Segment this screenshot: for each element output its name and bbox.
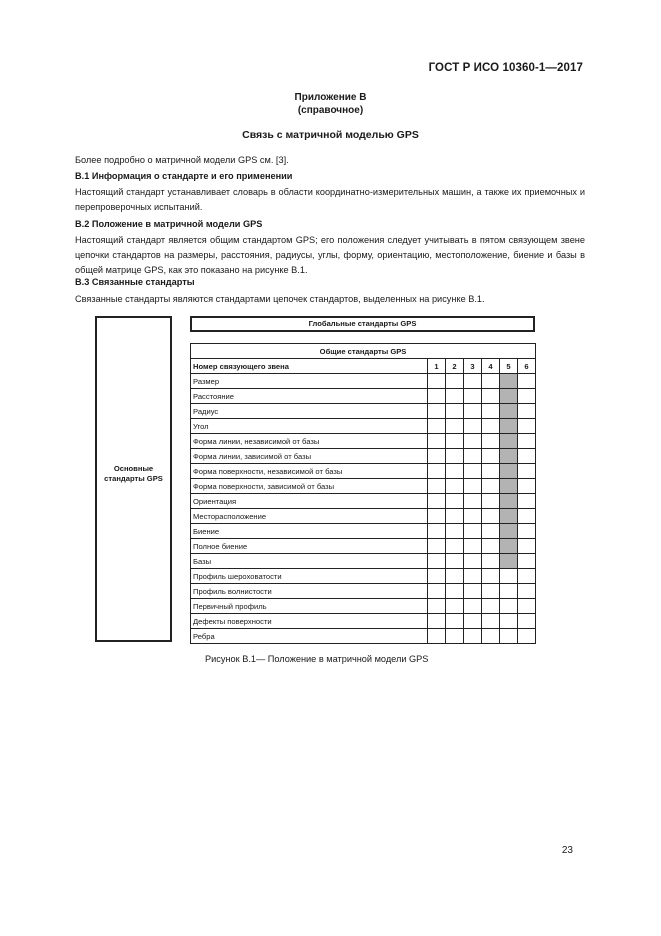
matrix-cell — [464, 629, 482, 644]
matrix-row-label: Форма линии, зависимой от базы — [191, 449, 428, 464]
link-number-cell: 3 — [464, 359, 482, 374]
matrix-row-label: Размер — [191, 374, 428, 389]
matrix-row — [191, 509, 536, 524]
matrix-row-label: Форма линии, независимой от базы — [191, 434, 428, 449]
matrix-cell — [446, 494, 464, 509]
matrix-cell — [518, 479, 536, 494]
matrix-cell — [500, 569, 518, 584]
matrix-cell-highlighted — [500, 419, 518, 434]
matrix-cell — [518, 434, 536, 449]
link-number-cell: 4 — [482, 359, 500, 374]
intro-paragraph: Более подробно о матричной модели GPS см. [3]. — [75, 155, 289, 165]
figure-caption: Рисунок В.1— Положение в матричной модели GPS — [205, 654, 429, 664]
matrix-cell-highlighted — [500, 389, 518, 404]
section-text-b3: Связанные стандарты являются стандартами цепочек стандартов, выделенных на рисунке В.1. — [75, 294, 485, 304]
general-standards-title: Общие стандарты GPS — [191, 344, 536, 359]
matrix-cell — [464, 569, 482, 584]
matrix-cell-highlighted — [500, 509, 518, 524]
matrix-row — [191, 389, 536, 404]
matrix-row — [191, 419, 536, 434]
matrix-row — [191, 464, 536, 479]
section-heading-b1: В.1 Информация о стандарте и его применении — [75, 171, 293, 181]
matrix-cell — [482, 614, 500, 629]
matrix-cell — [482, 494, 500, 509]
matrix-row-label: Расстояние — [191, 389, 428, 404]
matrix-row — [191, 404, 536, 419]
matrix-cell — [464, 614, 482, 629]
matrix-cell — [500, 629, 518, 644]
matrix-row — [191, 569, 536, 584]
matrix-cell — [446, 539, 464, 554]
matrix-cell — [482, 434, 500, 449]
matrix-cell — [428, 509, 446, 524]
appendix-heading: Связь с матричной моделью GPS — [242, 129, 419, 141]
matrix-row — [191, 374, 536, 389]
matrix-row — [191, 479, 536, 494]
matrix-row — [191, 524, 536, 539]
matrix-cell — [518, 509, 536, 524]
matrix-cell — [446, 464, 464, 479]
general-standards-row — [191, 344, 536, 359]
matrix-row — [191, 539, 536, 554]
matrix-cell — [482, 404, 500, 419]
matrix-cell — [464, 404, 482, 419]
matrix-cell — [446, 584, 464, 599]
matrix-cell-highlighted — [500, 554, 518, 569]
link-header-row — [191, 359, 536, 374]
link-number-cell: 5 — [500, 359, 518, 374]
link-number-cell: 2 — [446, 359, 464, 374]
matrix-cell — [464, 374, 482, 389]
matrix-cell — [428, 539, 446, 554]
matrix-cell — [518, 629, 536, 644]
matrix-cell — [428, 584, 446, 599]
matrix-cell — [428, 554, 446, 569]
matrix-cell — [464, 524, 482, 539]
matrix-cell — [464, 434, 482, 449]
matrix-cell — [518, 374, 536, 389]
matrix-cell — [446, 524, 464, 539]
matrix-cell — [482, 629, 500, 644]
matrix-cell — [464, 509, 482, 524]
matrix-row — [191, 614, 536, 629]
matrix-cell — [446, 374, 464, 389]
matrix-cell — [482, 464, 500, 479]
section-text-b2: Настоящий стандарт является общим стандартом GPS; его положения следует учитывать в пятом связующем звене цепочки стандартов на размеры, расстояния, радиусы, углы, форму, ориентацию, местоположение, биение и базы в общей матрице GPS, как это показано на рисунке В.1. — [75, 235, 585, 275]
matrix-cell — [464, 599, 482, 614]
matrix-cell — [518, 419, 536, 434]
page-number: 23 — [561, 845, 573, 856]
section-heading-b3: В.3 Связанные стандарты — [75, 277, 195, 287]
matrix-cell — [446, 449, 464, 464]
matrix-cell — [428, 614, 446, 629]
matrix-cell — [428, 494, 446, 509]
matrix-cell — [464, 584, 482, 599]
link-number-cell: 1 — [428, 359, 446, 374]
matrix-row-label: Месторасположение — [191, 509, 428, 524]
appendix-subtitle: (справочное) — [297, 105, 364, 116]
matrix-cell-highlighted — [500, 374, 518, 389]
matrix-cell — [446, 554, 464, 569]
matrix-row-label: Базы — [191, 554, 428, 569]
matrix-cell — [482, 569, 500, 584]
matrix-row-label: Биение — [191, 524, 428, 539]
matrix-cell — [428, 464, 446, 479]
matrix-cell — [428, 449, 446, 464]
matrix-cell — [518, 389, 536, 404]
section-heading-b2: В.2 Положение в матричной модели GPS — [75, 219, 263, 229]
matrix-cell — [518, 584, 536, 599]
matrix-cell — [518, 599, 536, 614]
matrix-cell — [446, 479, 464, 494]
matrix-cell — [464, 479, 482, 494]
matrix-cell — [446, 404, 464, 419]
matrix-cell — [500, 599, 518, 614]
matrix-cell — [446, 629, 464, 644]
matrix-cell-highlighted — [500, 524, 518, 539]
matrix-cell-highlighted — [500, 449, 518, 464]
matrix-cell — [464, 494, 482, 509]
matrix-cell — [482, 509, 500, 524]
matrix-cell — [446, 599, 464, 614]
matrix-cell — [428, 599, 446, 614]
matrix-cell — [446, 434, 464, 449]
matrix-cell — [518, 464, 536, 479]
matrix-cell-highlighted — [500, 404, 518, 419]
section-text-b1: Настоящий стандарт устанавливает словарь в области координатно-измерительных машин, а также их приемочных и перепроверочных испытаний. — [75, 187, 585, 212]
matrix-cell — [482, 374, 500, 389]
matrix-cell — [518, 449, 536, 464]
matrix-cell — [518, 524, 536, 539]
matrix-cell — [518, 404, 536, 419]
matrix-cell — [482, 419, 500, 434]
matrix-cell — [500, 584, 518, 599]
matrix-row — [191, 494, 536, 509]
matrix-cell — [482, 389, 500, 404]
matrix-cell — [482, 554, 500, 569]
matrix-cell — [428, 434, 446, 449]
matrix-row — [191, 554, 536, 569]
link-number-cell: 6 — [518, 359, 536, 374]
matrix-row-label: Угол — [191, 419, 428, 434]
gps-matrix-table — [190, 343, 536, 644]
appendix-title: Приложение В — [294, 92, 367, 103]
matrix-row — [191, 434, 536, 449]
matrix-cell — [518, 569, 536, 584]
matrix-row-label: Форма поверхности, независимой от базы — [191, 464, 428, 479]
matrix-cell-highlighted — [500, 434, 518, 449]
matrix-row-label: Профиль шероховатости — [191, 569, 428, 584]
matrix-row — [191, 449, 536, 464]
matrix-cell — [464, 389, 482, 404]
matrix-row — [191, 599, 536, 614]
matrix-row-label: Профиль волнистости — [191, 584, 428, 599]
matrix-cell — [428, 629, 446, 644]
matrix-row-label: Форма поверхности, зависимой от базы — [191, 479, 428, 494]
matrix-cell — [428, 404, 446, 419]
matrix-row-label: Первичный профиль — [191, 599, 428, 614]
matrix-row-label: Радиус — [191, 404, 428, 419]
matrix-cell — [518, 554, 536, 569]
matrix-cell — [500, 614, 518, 629]
matrix-cell-highlighted — [500, 539, 518, 554]
matrix-cell — [428, 524, 446, 539]
matrix-row-label: Ребра — [191, 629, 428, 644]
matrix-cell — [482, 479, 500, 494]
matrix-cell-highlighted — [500, 494, 518, 509]
matrix-cell — [464, 449, 482, 464]
matrix-row-label: Полное биение — [191, 539, 428, 554]
matrix-cell — [482, 539, 500, 554]
matrix-cell — [464, 419, 482, 434]
matrix-row-label: Дефекты поверхности — [191, 614, 428, 629]
matrix-cell — [482, 449, 500, 464]
matrix-cell — [518, 494, 536, 509]
matrix-cell — [464, 554, 482, 569]
matrix-cell — [428, 419, 446, 434]
matrix-cell — [482, 599, 500, 614]
matrix-cell — [446, 419, 464, 434]
matrix-cell — [518, 614, 536, 629]
matrix-row — [191, 584, 536, 599]
matrix-cell — [428, 569, 446, 584]
matrix-row-label: Ориентация — [191, 494, 428, 509]
global-standards-box: Глобальные стандарты GPS — [190, 316, 535, 332]
matrix-cell-highlighted — [500, 479, 518, 494]
matrix-cell — [482, 524, 500, 539]
link-number-header: Номер связующего звена — [191, 359, 428, 374]
matrix-cell — [446, 614, 464, 629]
matrix-cell — [428, 479, 446, 494]
basic-standards-label: Основные стандарты GPS — [104, 464, 163, 483]
matrix-cell — [464, 539, 482, 554]
matrix-cell — [428, 389, 446, 404]
matrix-cell — [446, 569, 464, 584]
matrix-cell — [446, 389, 464, 404]
matrix-cell — [464, 464, 482, 479]
matrix-cell — [518, 539, 536, 554]
matrix-cell — [428, 374, 446, 389]
matrix-row — [191, 629, 536, 644]
matrix-cell — [446, 509, 464, 524]
document-id: ГОСТ Р ИСО 10360-1—2017 — [428, 62, 583, 74]
matrix-cell — [482, 584, 500, 599]
matrix-cell-highlighted — [500, 464, 518, 479]
